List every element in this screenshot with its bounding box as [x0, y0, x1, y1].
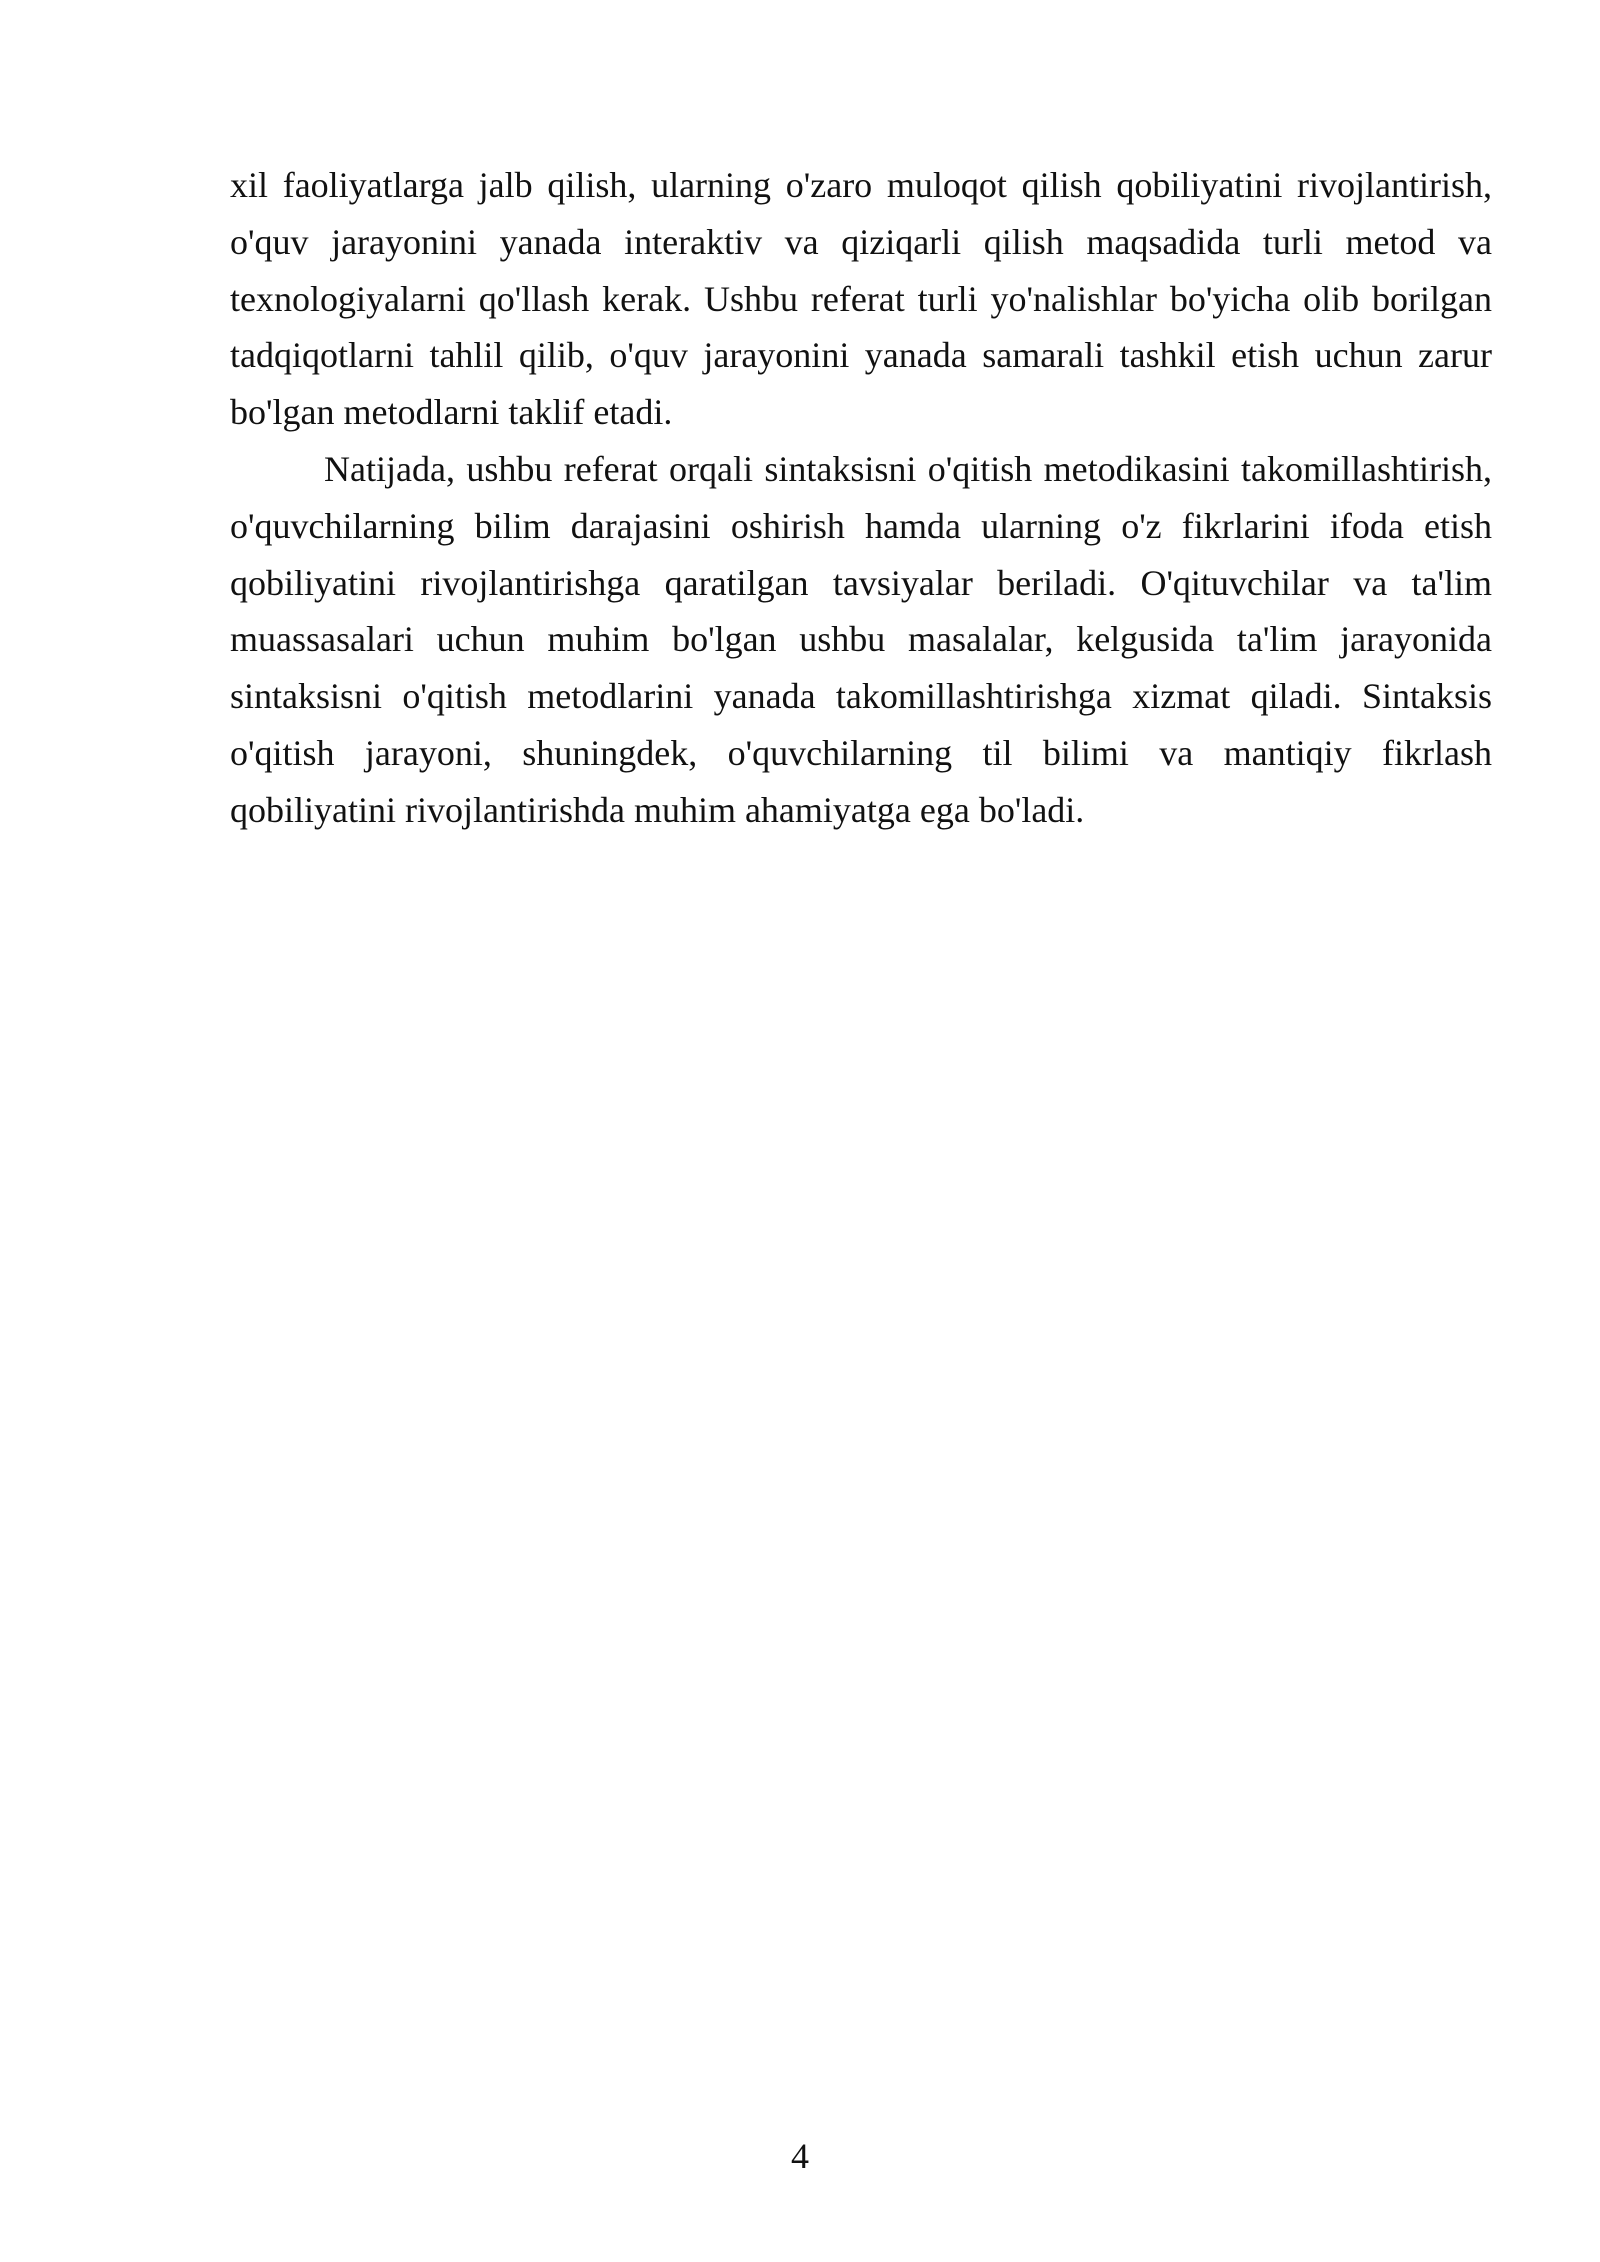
paragraph-conclusion: Natijada, ushbu referat orqali sintaksisni o'qitish metodikasini takomillashtirish, o'quvchilarning bilim darajasini oshirish hamda ularning o'z fikrlarini ifoda etish qobiliyatini rivojlantirishga qaratilgan tavsiyalar beriladi. O'qituvchilar va ta'lim muassasalari uchun muhim bo'lgan ushbu masalalar, kelgusida ta'lim jarayonida sintaksisni o'qitish metodlarini yanada takomillashtirishga xizmat qiladi. Sintaksis o'qitish jarayoni, shuningdek, o'quvchilarning til bilimi va mantiqiy fikrlash qobiliyatini rivojlantirishda muhim ahamiyatga ega bo'ladi. — [230, 448, 1492, 830]
paragraph-continuation: xil faoliyatlarga jalb qilish, ularning o'zaro muloqot qilish qobiliyatini rivojlantirish, o'quv jarayonini yanada interaktiv va qiziqarli qilish maqsadida turli metod va texnologiyalarni qo'llash kerak. Ushbu referat turli yo'nalishlar bo'yicha olib borilgan tadqiqotlarni tahlil qilib, o'quv jarayonini yanada samarali tashkil etish uchun zarur bo'lgan metodlarni taklif etadi. — [230, 165, 1492, 433]
page-number: 4 — [791, 2136, 809, 2176]
body-text — [230, 157, 1492, 839]
